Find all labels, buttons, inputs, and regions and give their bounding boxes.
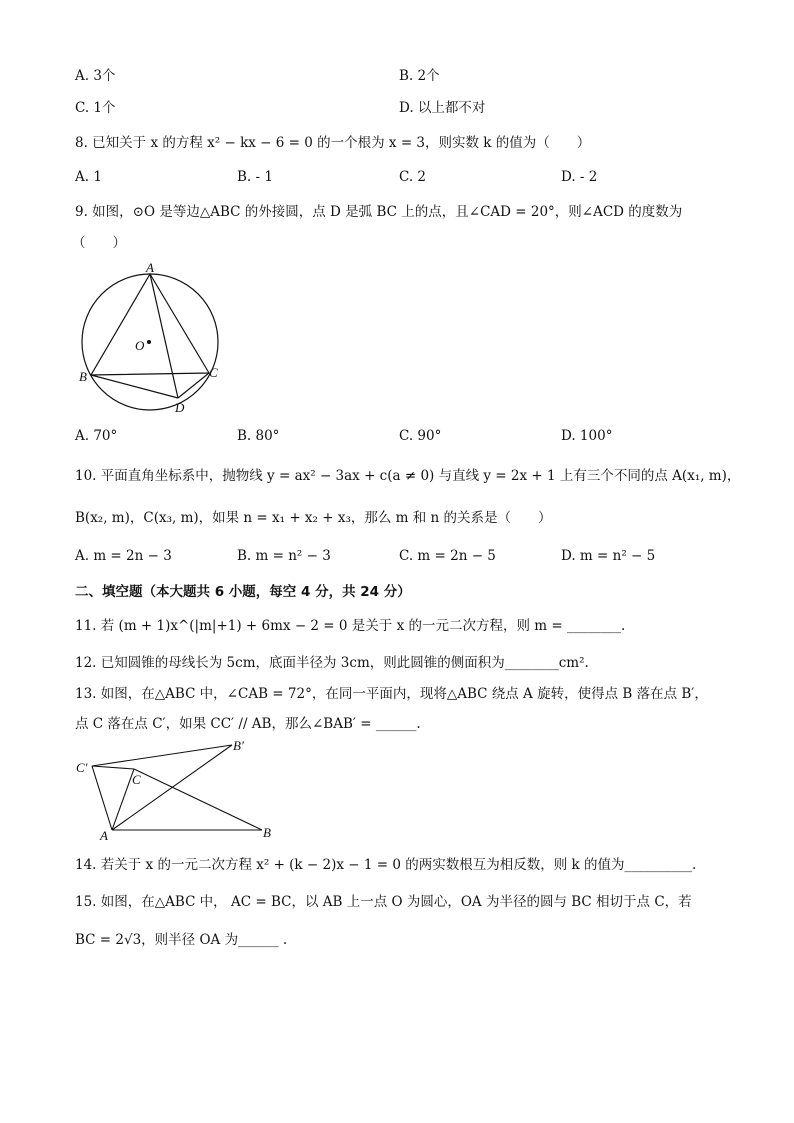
segment-bd xyxy=(91,375,178,398)
label-b: B xyxy=(79,369,87,384)
center-point xyxy=(147,340,151,344)
label-c: C xyxy=(132,772,141,787)
segment-a-c xyxy=(112,769,134,830)
q7-option-a: A. 3个 xyxy=(75,68,116,84)
label-a: A xyxy=(100,828,108,842)
q8-stem: 8. 已知关于 x 的方程 x² − kx − 6 = 0 的一个根为 x = 3，则实数 k 的值为（ ） xyxy=(75,135,591,151)
q7-option-c: C. 1个 xyxy=(75,100,116,116)
q8-option-b: B. - 1 xyxy=(237,169,273,185)
label-b: B xyxy=(263,825,271,840)
segment-cp-c xyxy=(92,766,134,769)
q9-option-c: C. 90° xyxy=(399,428,442,444)
q10-option-c: C. m = 2n − 5 xyxy=(399,548,496,564)
q11-stem: 11. 若 (m + 1)x^(|m|+1) + 6mx − 2 = 0 是关于 x 的一元二次方程，则 m = ________. xyxy=(75,618,626,634)
segment-cp-bp xyxy=(92,745,232,766)
q10-option-d: D. m = n² − 5 xyxy=(561,548,656,564)
segment-ad xyxy=(150,274,178,398)
q7-option-b: B. 2个 xyxy=(399,68,440,84)
segment-c-b xyxy=(134,769,262,830)
q13-rotation-figure xyxy=(72,736,282,842)
q8-option-c: C. 2 xyxy=(399,169,427,185)
section-heading-fill-in: 二、填空题（本大题共 6 小题，每空 4 分，共 24 分） xyxy=(75,584,411,600)
label-d: D xyxy=(175,400,185,415)
q9-option-d: D. 100° xyxy=(561,428,613,444)
q15-stem-line2: BC = 2√3，则半径 OA 为______ . xyxy=(75,932,288,948)
q8-option-a: A. 1 xyxy=(75,169,102,185)
q9-option-a: A. 70° xyxy=(75,428,118,444)
q9-option-b: B. 80° xyxy=(237,428,280,444)
q9-paren: （ ） xyxy=(72,235,126,251)
segment-cp-a xyxy=(92,766,112,830)
triangle-abc xyxy=(91,274,209,375)
label-a: A xyxy=(146,260,154,275)
label-bp: B′ xyxy=(233,738,244,753)
q9-circle-figure xyxy=(72,258,232,418)
q10-option-b: B. m = n² − 3 xyxy=(237,548,331,564)
label-o: O xyxy=(135,338,145,353)
q9-stem: 9. 如图，⊙O 是等边△ABC 的外接圆，点 D 是弧 BC 上的点，且∠CAD = 20°，则∠ACD 的度数为 xyxy=(75,204,683,220)
q10-option-a: A. m = 2n − 3 xyxy=(75,548,172,564)
label-c: C xyxy=(209,365,218,380)
q10-stem-line2: B(x₂, m)，C(x₃, m)，如果 n = x₁ + x₂ + x₃，那么 m 和 n 的关系是（ ） xyxy=(75,510,552,526)
segment-a-bp xyxy=(112,745,232,830)
label-cp: C′ xyxy=(76,760,88,775)
q13-stem-line1: 13. 如图，在△ABC 中，∠CAB = 72°，在同一平面内，现将△ABC 绕点 A 旋转，使得点 B 落在点 B′， xyxy=(75,686,708,702)
q13-stem-line2: 点 C 落在点 C′，如果 CC′ // AB，那么∠BAB′ = ______. xyxy=(75,716,421,732)
q12-stem: 12. 已知圆锥的母线长为 5cm，底面半径为 3cm，则此圆锥的侧面积为________cm². xyxy=(75,655,589,671)
q7-option-d: D. 以上都不对 xyxy=(399,100,486,116)
q10-stem-line1: 10. 平面直角坐标系中，抛物线 y = ax² − 3ax + c(a ≠ 0) 与直线 y = 2x + 1 上有三个不同的点 A(x₁, m)， xyxy=(75,468,741,484)
q15-stem-line1: 15. 如图，在△ABC 中， AC = BC，以 AB 上一点 O 为圆心，OA 为半径的圆与 BC 相切于点 C，若 xyxy=(75,894,692,910)
q8-option-d: D. - 2 xyxy=(561,169,598,185)
q14-stem: 14. 若关于 x 的一元二次方程 x² + (k − 2)x − 1 = 0 的两实数根互为相反数，则 k 的值为__________. xyxy=(75,857,697,873)
